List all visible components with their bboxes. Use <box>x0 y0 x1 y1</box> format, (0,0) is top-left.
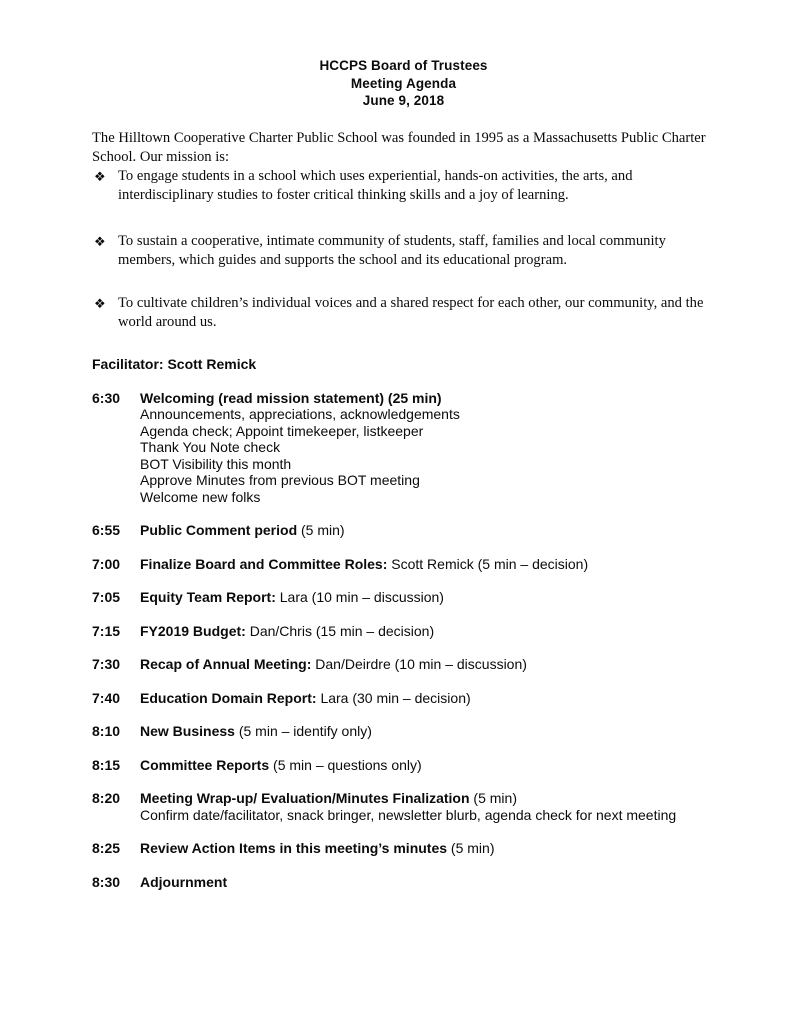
facilitator-line: Facilitator: Scott Remick <box>92 355 257 372</box>
agenda-title: Adjournment <box>140 873 228 890</box>
mission-bullet <box>92 294 715 332</box>
agenda-title: Finalize Board and Committee Roles: Scott Remick (5 min – decision) <box>140 555 589 572</box>
mission-bullet <box>92 167 715 205</box>
agenda-detail: Confirm date/facilitator, snack bringer, newsletter blurb, agenda check for next meeting <box>140 806 677 823</box>
agenda-time: 8:30 <box>92 873 121 890</box>
agenda-title: Welcoming (read mission statement) (25 min) <box>140 389 442 406</box>
agenda-title: FY2019 Budget: Dan/Chris (15 min – decision) <box>140 622 435 639</box>
agenda-item <box>92 874 715 891</box>
agenda-item <box>92 589 715 606</box>
diamond-bullet-icon: ❖ <box>94 168 106 184</box>
agenda-title: New Business (5 min – identify only) <box>140 723 372 739</box>
agenda-item <box>92 723 715 740</box>
agenda-item <box>92 390 715 506</box>
mission-bullet <box>92 232 715 270</box>
mission-bullet-list <box>92 167 715 332</box>
mission-bullet-text: To cultivate children’s individual voices and a shared respect for each other, our community, and the world around us. <box>118 294 704 330</box>
agenda-title: Equity Team Report: Lara (10 min – discussion) <box>140 589 444 605</box>
agenda-item <box>92 790 715 823</box>
document-date: June 9, 2018 <box>362 93 445 108</box>
diamond-bullet-icon: ❖ <box>94 295 106 311</box>
agenda-item <box>92 522 715 539</box>
mission-bullet-text: To engage students in a school which uses experiential, hands-on activities, the arts, and interdisciplinary studies to foster critical thinking skills and a joy of learning. <box>118 167 633 203</box>
agenda-list <box>92 390 715 891</box>
agenda-detail: Approve Minutes from previous BOT meeting <box>140 472 420 488</box>
agenda-item <box>92 623 715 640</box>
agenda-time: 7:00 <box>92 555 121 572</box>
mission-section <box>92 129 715 332</box>
agenda-title: Public Comment period (5 min) <box>140 522 345 538</box>
agenda-detail: Welcome new folks <box>140 488 261 505</box>
agenda-time: 7:05 <box>92 589 121 605</box>
agenda-time: 6:30 <box>92 389 121 406</box>
agenda-time: 8:25 <box>92 840 121 856</box>
agenda-time: 6:55 <box>92 522 121 538</box>
agenda-time: 7:40 <box>92 689 121 706</box>
agenda-time: 8:10 <box>92 723 121 739</box>
agenda-item <box>92 840 715 857</box>
agenda-detail: Announcements, appreciations, acknowledgements <box>140 406 460 422</box>
agenda-title: Review Action Items in this meeting’s minutes (5 min) <box>140 840 495 856</box>
agenda-time: 7:30 <box>92 656 121 672</box>
agenda-title: Meeting Wrap-up/ Evaluation/Minutes Finalization (5 min) <box>140 790 517 806</box>
document-subtitle: Meeting Agenda <box>350 75 457 91</box>
agenda-title: Recap of Annual Meeting: Dan/Deirdre (10 min – discussion) <box>140 656 527 672</box>
agenda-item <box>92 690 715 707</box>
agenda-item <box>92 556 715 573</box>
agenda-time: 8:15 <box>92 756 121 773</box>
agenda-time: 8:20 <box>92 790 121 806</box>
agenda-item <box>92 656 715 673</box>
document-header <box>92 57 715 110</box>
agenda-detail: Agenda check; Appoint timekeeper, listkeeper <box>140 422 424 439</box>
mission-bullet-text: To sustain a cooperative, intimate community of students, staff, families and local community members, which guides and supports the school and its educational program. <box>118 232 666 268</box>
document-title: HCCPS Board of Trustees <box>319 58 488 73</box>
diamond-bullet-icon: ❖ <box>94 233 106 249</box>
agenda-title: Education Domain Report: Lara (30 min – decision) <box>140 689 471 706</box>
mission-intro-paragraph: The Hilltown Cooperative Charter Public School was founded in 1995 as a Massachusetts Public Charter School. Our mission is: <box>92 129 706 165</box>
agenda-item <box>92 757 715 774</box>
agenda-time: 7:15 <box>92 622 121 639</box>
agenda-detail: Thank You Note check <box>140 439 281 455</box>
agenda-detail: BOT Visibility this month <box>140 455 292 472</box>
agenda-title: Committee Reports (5 min – questions only) <box>140 756 422 773</box>
